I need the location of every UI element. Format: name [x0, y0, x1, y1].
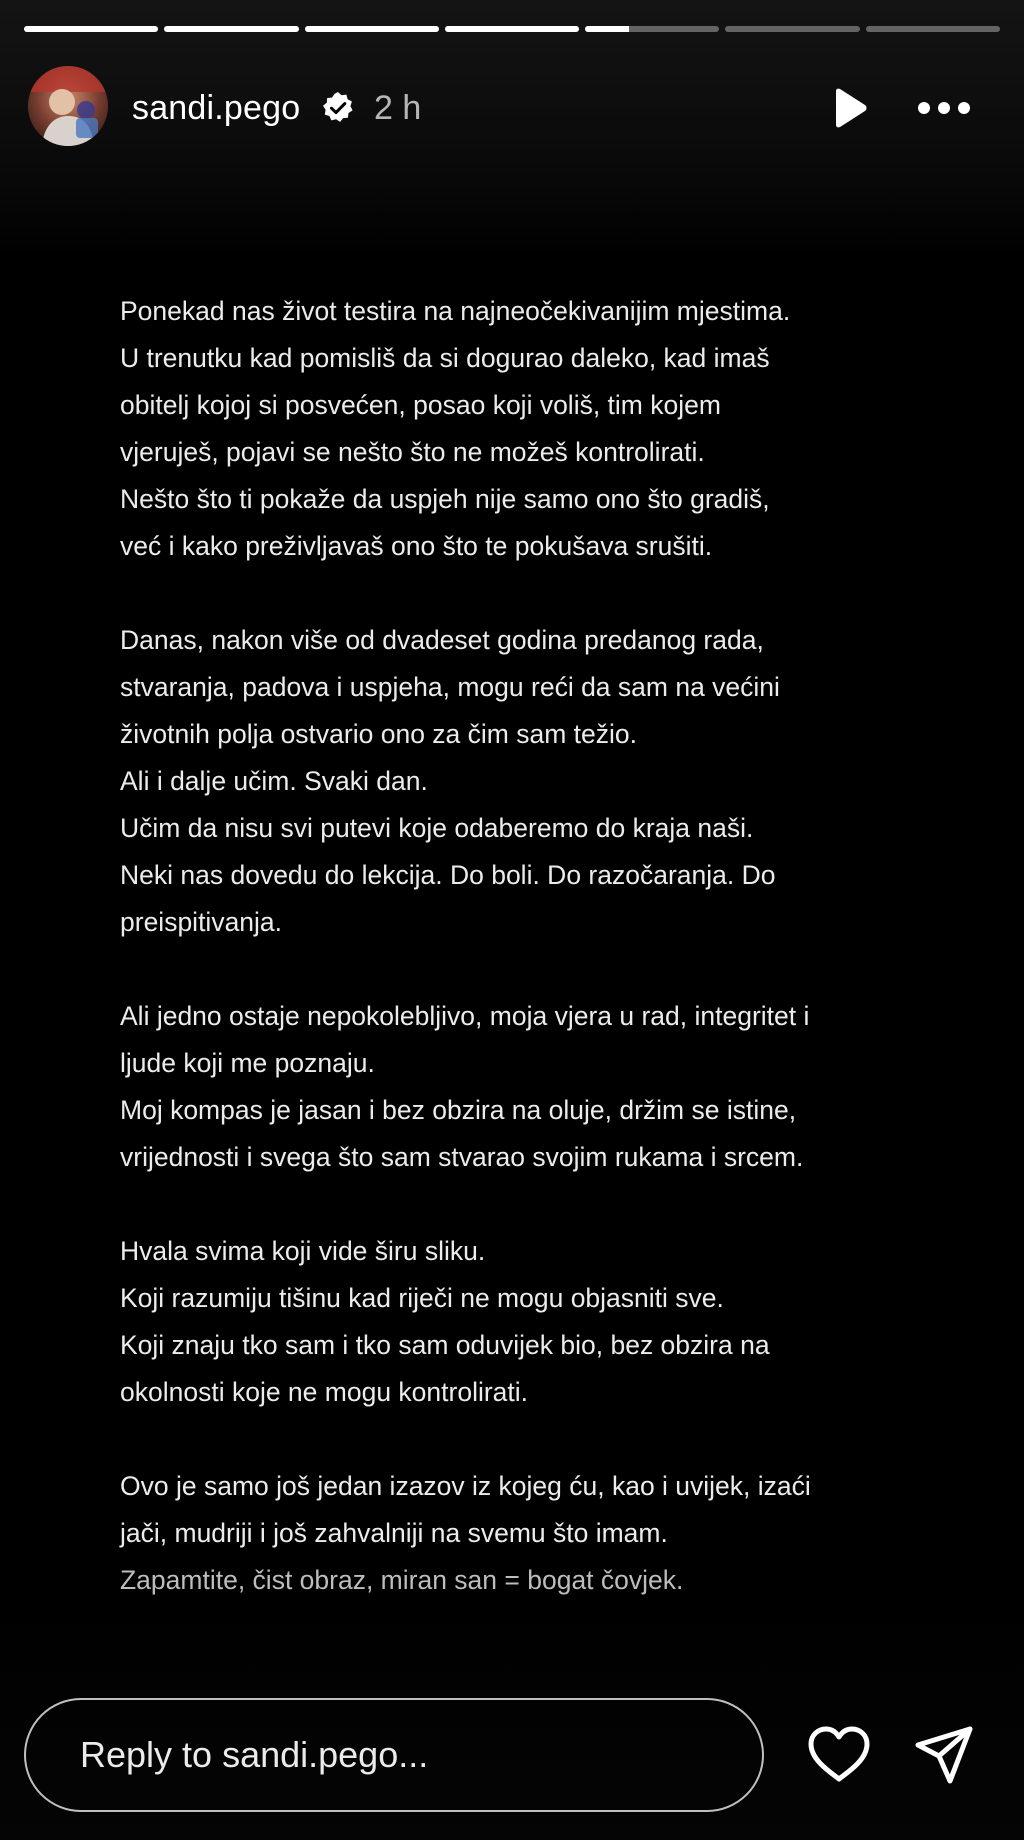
story-text-line: ljude koji me poznaju.	[120, 1048, 375, 1078]
story-text-line: stvaranja, padova i uspjeha, mogu reći da sam na većini	[120, 672, 780, 702]
story-text-line: Ali jedno ostaje nepokolebljivo, moja vjera u rad, integritet i	[120, 1001, 810, 1031]
story-text-line: U trenutku kad pomisliš da si dogurao daleko, kad imaš	[120, 343, 770, 373]
story-text-line: životnih polja ostvario ono za čim sam težio.	[120, 719, 637, 749]
story-text-line: vjeruješ, pojavi se nešto što ne možeš kontrolirati.	[120, 437, 705, 467]
story-text-line: Neki nas dovedu do lekcija. Do boli. Do razočaranja. Do	[120, 860, 776, 890]
story-progress-bar	[24, 26, 1000, 32]
username[interactable]: sandi.pego	[132, 89, 301, 127]
story-text-line: obitelj kojoj si posvećen, posao koji voliš, tim kojem	[120, 390, 721, 420]
story-paragraph	[120, 993, 940, 1181]
story-text-line: jači, mudriji i još zahvalniji na svemu što imam.	[120, 1518, 668, 1548]
story-text-line: Ponekad nas život testira na najneočekivanijim mjestima.	[120, 296, 791, 326]
progress-segment-fill	[305, 26, 439, 32]
story-paragraph	[120, 1228, 940, 1416]
story-text-line: već i kako preživljavaš ono što te pokušava srušiti.	[120, 531, 713, 561]
story-text-line: Koji razumiju tišinu kad riječi ne mogu objasniti sve.	[120, 1283, 724, 1313]
story-paragraph	[120, 1463, 940, 1604]
story-paragraph	[120, 617, 940, 946]
story-text-line: vrijednosti i svega što sam stvarao svojim rukama i srcem.	[120, 1142, 804, 1172]
heart-icon[interactable]	[806, 1723, 872, 1787]
progress-segment-fill	[24, 26, 158, 32]
reply-input[interactable]	[24, 1698, 764, 1812]
post-time: 2 h	[374, 89, 422, 127]
progress-segment	[866, 26, 1000, 32]
progress-segment	[445, 26, 579, 32]
progress-segment	[585, 26, 719, 32]
progress-segment	[305, 26, 439, 32]
story-paragraph	[120, 288, 940, 570]
avatar[interactable]	[28, 66, 108, 146]
verified-badge-icon	[320, 90, 356, 126]
story-header	[24, 64, 1000, 152]
story-text-line: Ovo je samo još jedan izazov iz kojeg ću, kao i uvijek, izaći	[120, 1471, 811, 1501]
story-text-line: Hvala svima koji vide širu sliku.	[120, 1236, 486, 1266]
story-text-line: Danas, nakon više od dvadeset godina predanog rada,	[120, 625, 764, 655]
progress-segment	[725, 26, 859, 32]
story-text-line: preispitivanja.	[120, 907, 283, 937]
more-horizontal-icon[interactable]	[912, 84, 976, 132]
story-text	[120, 288, 940, 1604]
story-text-line: Učim da nisu svi putevi koje odaberemo do kraja naši.	[120, 813, 754, 843]
story-text-line: okolnosti koje ne mogu kontrolirati.	[120, 1377, 529, 1407]
send-icon[interactable]	[912, 1723, 976, 1787]
profile-photo-icon	[28, 66, 108, 146]
play-icon[interactable]	[824, 84, 872, 132]
story-text-line: Zapamtite, čist obraz, miran san = bogat čovjek.	[120, 1565, 684, 1595]
story-text-line: Moj kompas je jasan i bez obzira na oluje, držim se istine,	[120, 1095, 797, 1125]
progress-segment	[164, 26, 298, 32]
progress-segment	[24, 26, 158, 32]
story-text-line: Nešto što ti pokaže da uspjeh nije samo ono što gradiš,	[120, 484, 770, 514]
story-text-line: Koji znaju tko sam i tko sam oduvijek bio, bez obzira na	[120, 1330, 770, 1360]
progress-segment-fill	[445, 26, 579, 32]
progress-segment-fill	[585, 26, 629, 32]
progress-segment-fill	[164, 26, 298, 32]
story-text-line: Ali i dalje učim. Svaki dan.	[120, 766, 428, 796]
